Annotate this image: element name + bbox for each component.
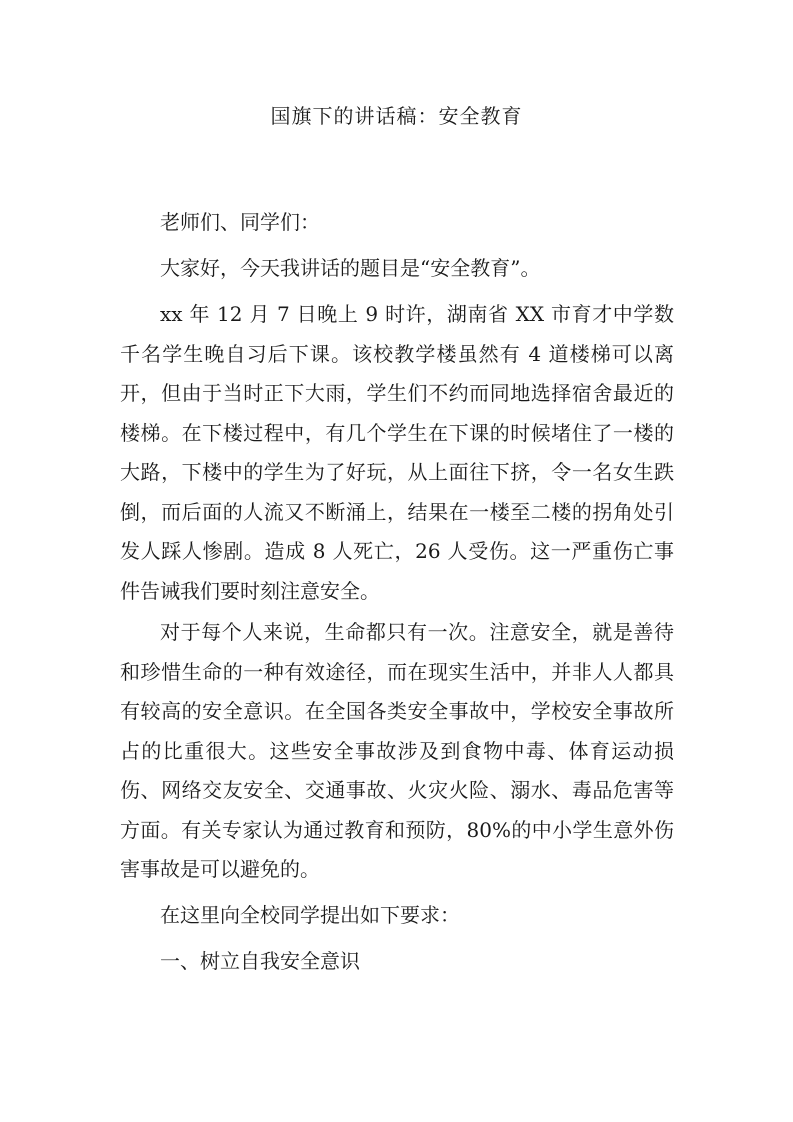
section-heading: 一、树立自我安全意识 xyxy=(160,948,360,973)
salutation: 老师们、同学们： xyxy=(160,210,320,234)
paragraph-3: 对于每个人来说，生命都只有一次。注意安全，就是善待和珍惜生命的一种有效途径，而在现实生活中，并非人人都具有较高的安全意识。在全国各类安全事故中，学校安全事故所占的比重很大。这些安全事故涉及到食物中毒、体育运动损伤、网络交友安全、交通事故、火灾火险、溺水、毒品危害等方面。有关专家认为通过教育和预防，80%的中小学生意外伤害事故是可以避免的。 xyxy=(120,620,674,881)
paragraph-1: 大家好，今天我讲话的题目是“安全教育”。 xyxy=(160,256,541,280)
paragraph-2: xx 年 12 月 7 日晚上 9 时许，湖南省 XX 市育才中学数千名学生晚自习后下课。该校教学楼虽然有 4 道楼梯可以离开，但由于当时正下大雨，学生们不约而同地选择宿舍最近的楼梯。在下楼过程中，有几个学生在下课的时候堵住了一楼的大路，下楼中的学生为了好玩，从上面往下挤，令一名女生跌倒，而后面的人流又不断涌上，结果在一楼至二楼的拐角处引发人踩人惨剧。造成 8 人死亡，26 人受伤。这一严重伤亡事件告诫我们要时刻注意安全。 xyxy=(120,302,674,603)
document-title: 国旗下的讲话稿：安全教育 xyxy=(270,104,523,128)
paragraph-4: 在这里向全校同学提出如下要求： xyxy=(160,902,460,927)
document-body xyxy=(120,198,674,985)
